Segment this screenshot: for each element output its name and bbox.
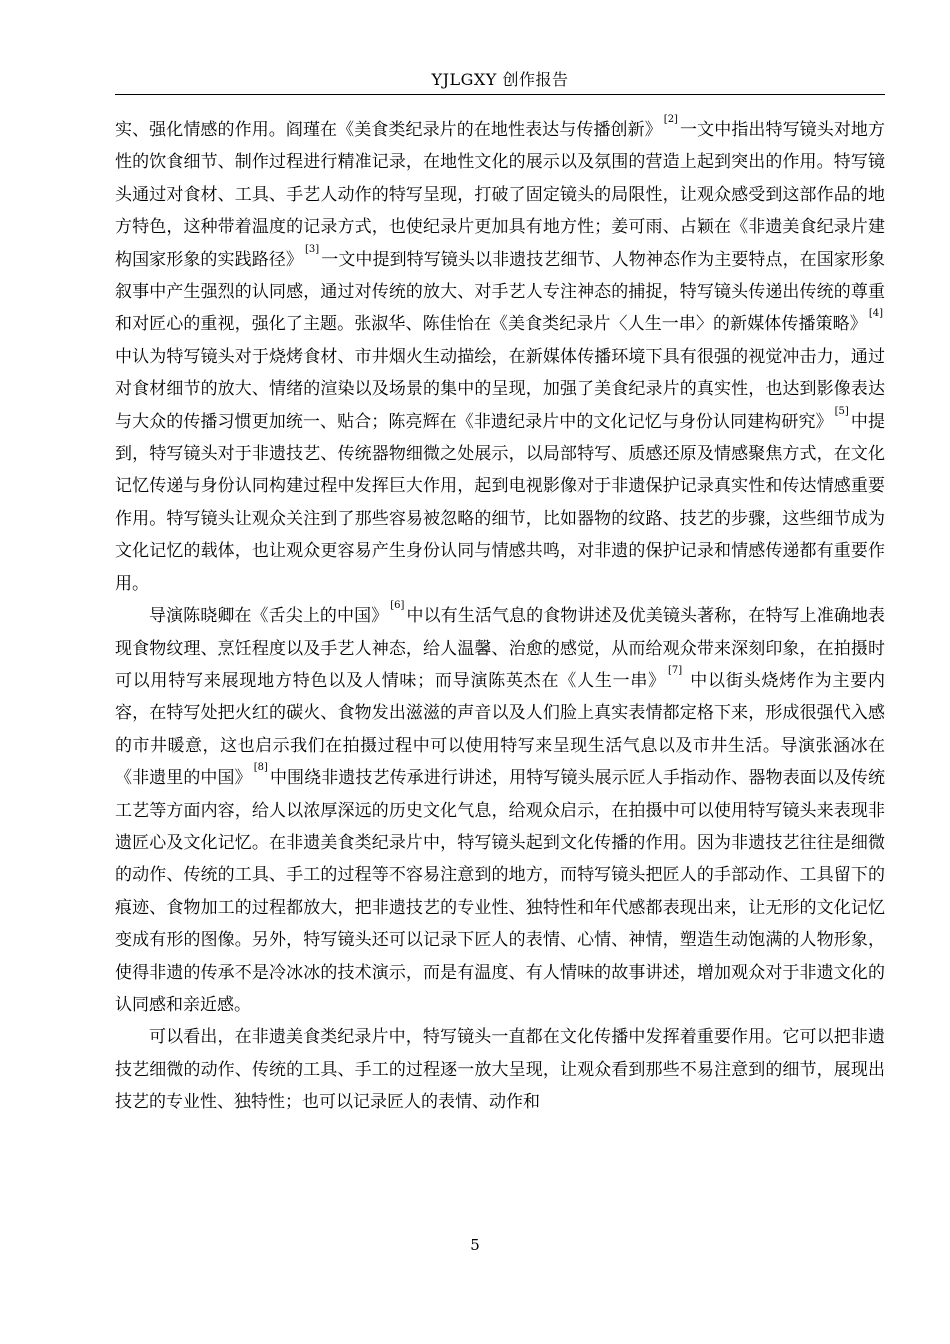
citation-marker: [6]: [390, 600, 405, 612]
citation-marker: [7]: [667, 664, 683, 676]
page-number: 5: [470, 1236, 480, 1254]
citation-marker: [4]: [868, 308, 883, 320]
citation-marker: [8]: [253, 762, 268, 774]
text-run: 可以看出，在非遗美食类纪录片中，特写镜头一直都在文化传播中发挥着重要作用。它可以把非遗技艺细微的动作、传统的工具、手工的过程逐一放大呈现，让观众看到那些不易注意到的细节，展现出技艺的专业性、独特性；也可以记录匠人的表情、动作和: [115, 1027, 885, 1113]
text-run: 中围绕非遗技艺传承进行讲述，用特写镜头展示匠人手指动作、器物表面以及传统工艺等方面内容，给人以浓厚深远的历史文化气息，给观众启示，在拍摄中可以使用特写镜头来表现非遗匠心及文化记忆。在非遗美食类纪录片中，特写镜头起到文化传播的作用。因为非遗技艺往往是细微的动作、传统的工具、手工的过程等不容易注意到的地方，而特写镜头把匠人的手部动作、工具留下的痕迹、食物加工的过程都放大，把非遗技艺的专业性、独特性和年代感都表现出来，让无形的文化记忆变成有形的图像。另外，特写镜头还可以记录下匠人的表情、心情、神情，塑造生动饱满的人物形象，使得非遗的传承不是冷冰冰的技术演示，而是有温度、有人情味的故事讲述，增加观众对于非遗文化的认同感和亲近感。: [115, 768, 886, 1015]
body-text: [115, 114, 885, 1119]
text-run: 一文中提到特写镜头以非遗技艺细节、人物神态作为主要特点，在国家形象叙事中产生强烈的认同感，通过对传统的放大、对手艺人专注神态的捕捉，特写镜头传递出传统的尊重和对匠心的重视，强化了主题。张淑华、陈佳怡在《美食类纪录片〈人生一串〉的新媒体传播策略》: [115, 249, 886, 335]
page-header-title: YJLGXY 创作报告: [431, 70, 569, 89]
paragraph-1: [115, 114, 885, 600]
citation-marker: [3]: [304, 243, 320, 255]
citation-marker: [2]: [663, 114, 678, 125]
text-run: 实、强化情感的作用。阎瑾在《美食类纪录片的在地性表达与传播创新》: [115, 120, 662, 140]
text-run: 中提到，特写镜头对于非遗技艺、传统器物细微之处展示，以局部特写、质感还原及情感聚焦方式，在文化记忆传递与身份认同构建过程中发挥巨大作用，起到电视影像对于非遗保护记录真实性和传达情感重要作用。特写镜头让观众关注到了那些容易被忽略的细节，比如器物的纹路、技艺的步骤，这些细节成为文化记忆的载体，也让观众更容易产生身份认同与情感共鸣，对非遗的保护记录和情感传递都有重要作用。: [115, 411, 886, 594]
paragraph-3: [115, 1021, 885, 1118]
header-divider: [115, 94, 885, 95]
text-run: 一文中指出特写镜头对地方性的饮食细节、制作过程进行精准记录，在地性文化的展示以及氛围的营造上起到突出的作用。特写镜头通过对食材、工具、手艺人动作的特写呈现，打破了固定镜头的局限性，让观众感受到这部作品的地方特色，这种带着温度的记录方式，也使纪录片更加具有地方性；姜可雨、占颖在《非遗美食纪录片建构国家形象的实践路径》: [115, 120, 886, 270]
paragraph-2: [115, 600, 885, 1021]
citation-marker: [5]: [834, 405, 849, 417]
text-run: 中以有生活气息的食物讲述及优美镜头著称，在特写上准确地表现食物纹理、烹饪程度以及手艺人神态，给人温馨、治愈的感觉，从而给观众带来深刻印象，在拍摄时可以用特写来展现地方特色以及人情味；而导演陈英杰在《人生一串》: [115, 606, 886, 691]
text-run: 中以街头烧烤作为主要内容，在特写处把火红的碳火、食物发出滋滋的声音以及人们脸上真实表情都定格下来，形成很强代入感的市井暖意，这也启示我们在拍摄过程中可以使用特写来呈现生活气息以及市井生活。导演张涵冰在《非遗里的中国》: [115, 670, 886, 789]
text-run: 导演陈晓卿在《舌尖上的中国》: [149, 606, 389, 627]
text-run: 中认为特写镜头对于烧烤食材、市井烟火生动描绘，在新媒体传播环境下具有很强的视觉冲击力，通过对食材细节的放大、情绪的渲染以及场景的集中的呈现，加强了美食纪录片的真实性，也达到影像表达与大众的传播习惯更加统一、贴合；陈亮辉在《非遗纪录片中的文化记忆与身份认同建构研究》: [115, 346, 885, 432]
